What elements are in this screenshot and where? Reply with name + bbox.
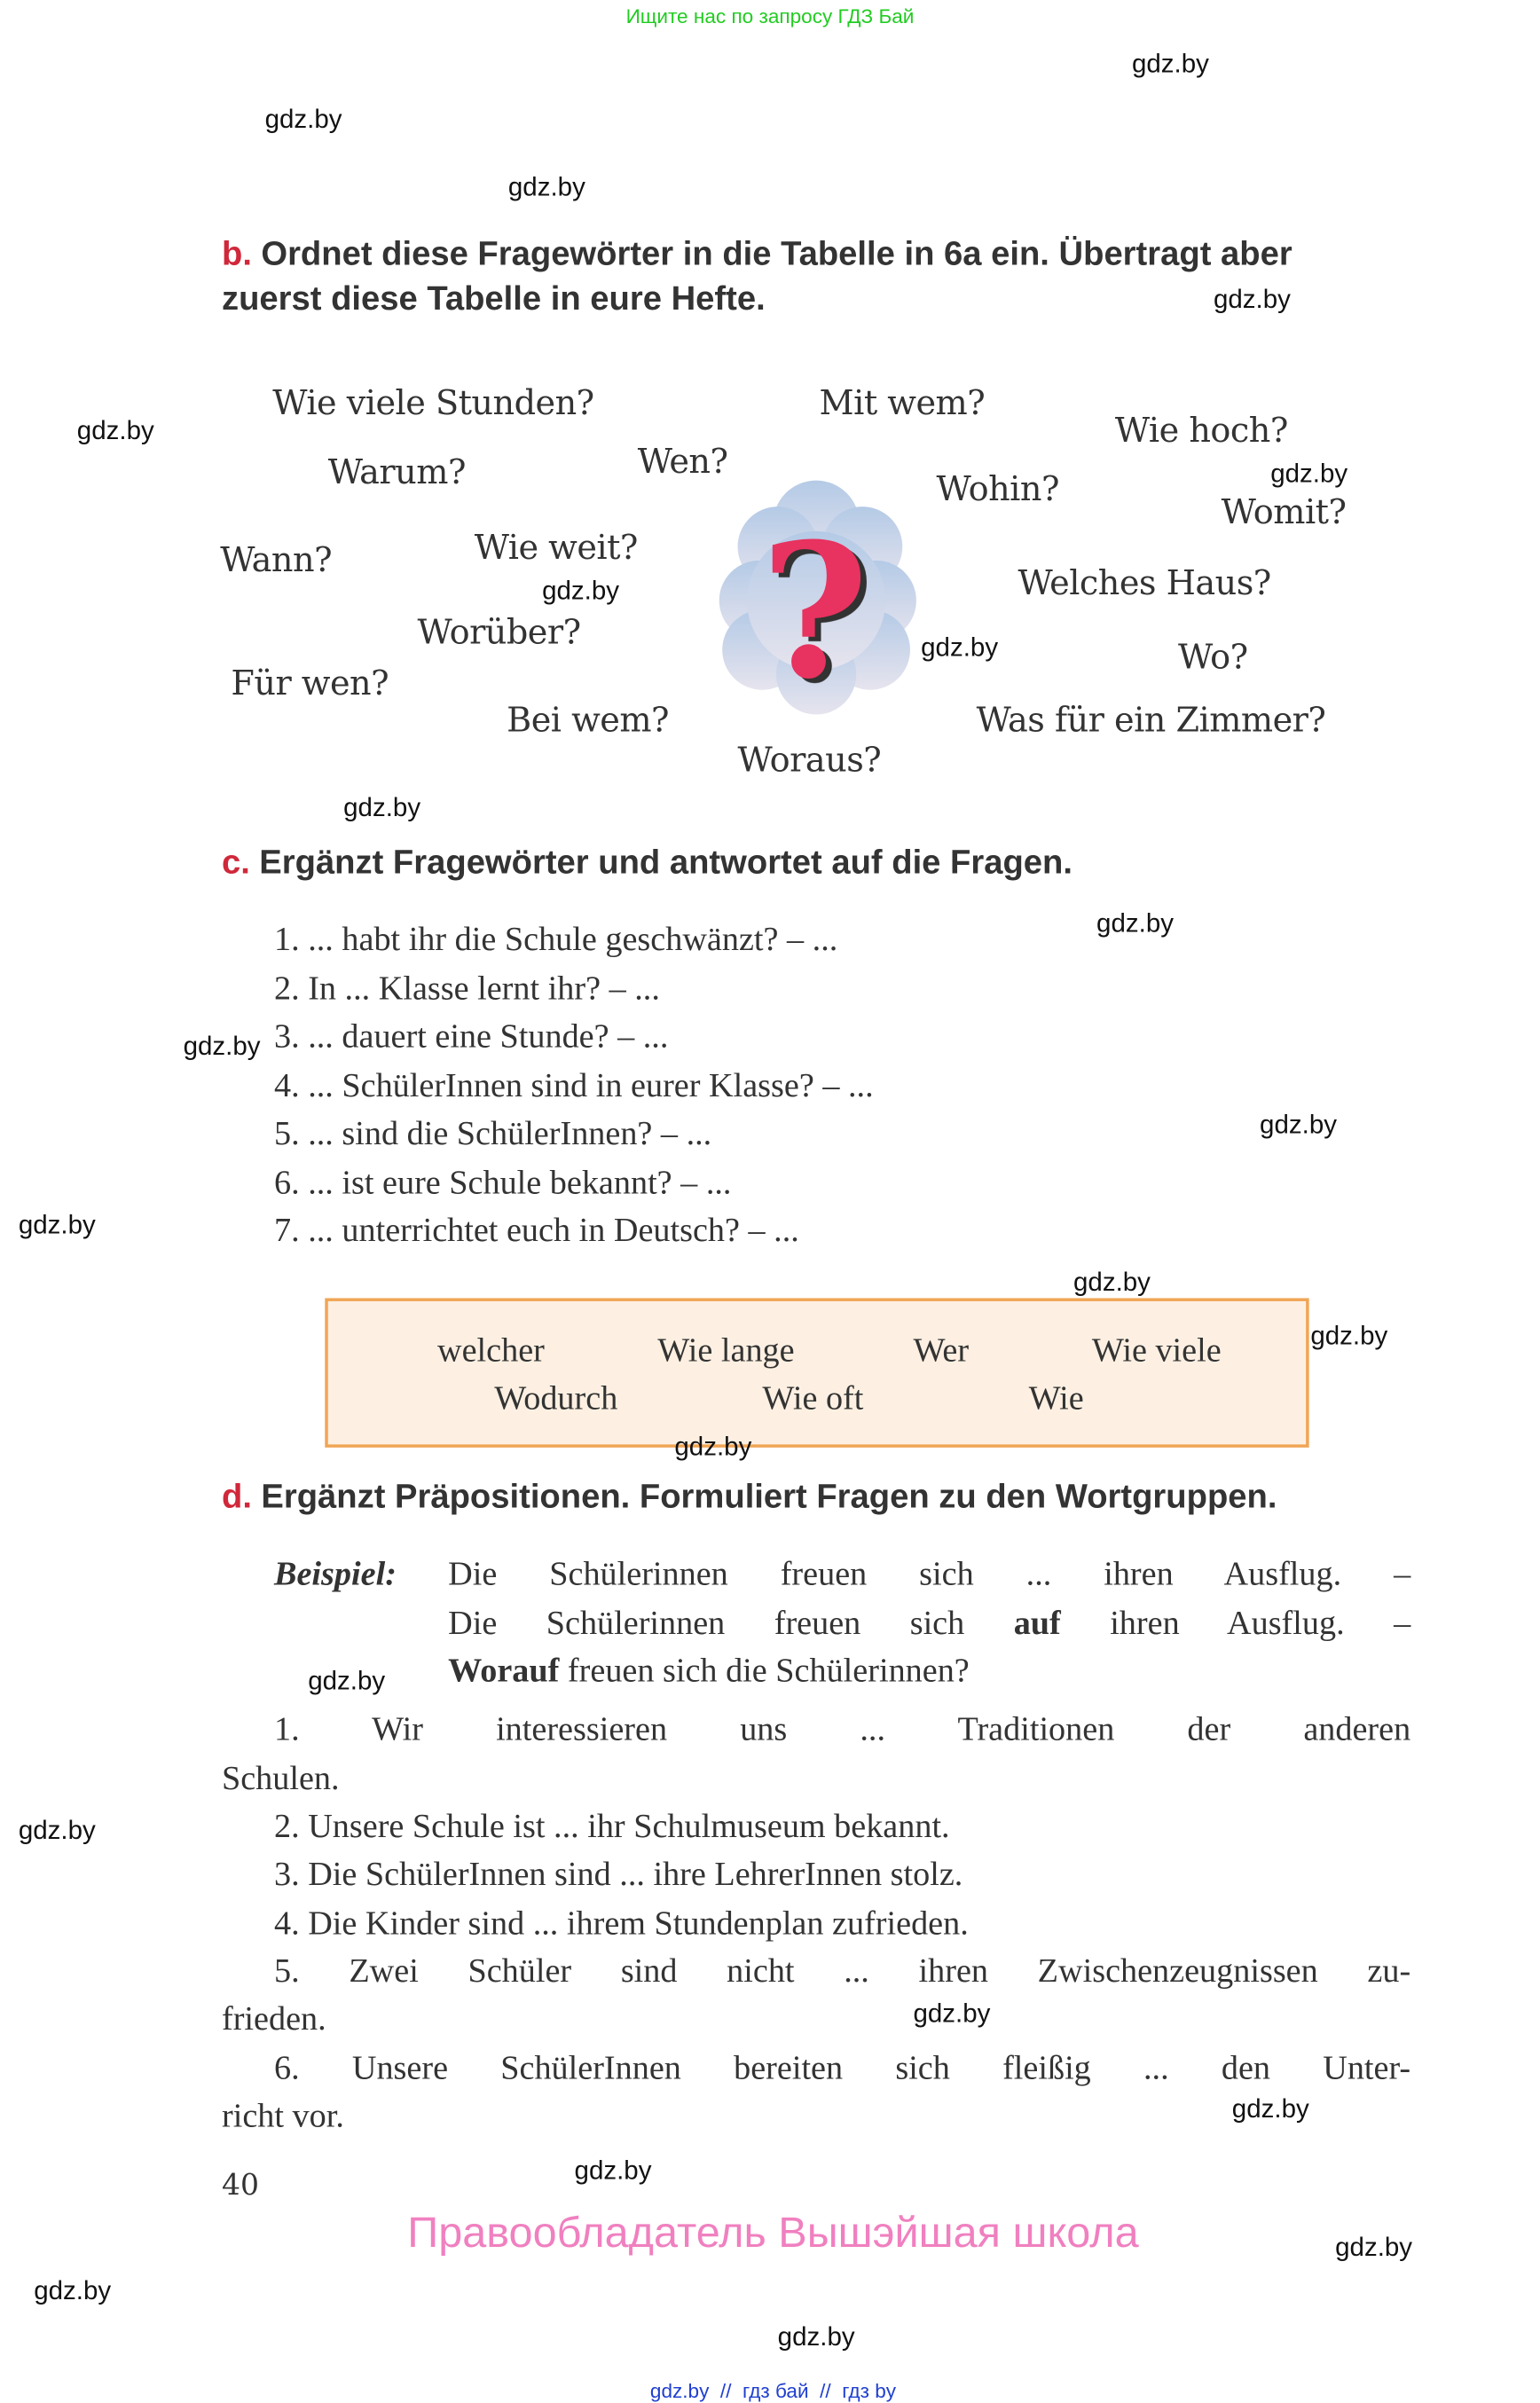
example-text: ihren Ausflug. – [1060,1603,1411,1642]
question-word: Worüber? [417,614,581,654]
watermark: gdz.by [18,1815,96,1845]
watermark: gdz.by [574,2156,652,2186]
box-word: Wie lange [657,1330,795,1370]
section-letter: c. [221,842,250,881]
question-word: Womit? [1221,494,1347,533]
exercise-line: 1. Wir interessieren uns ... Traditionen der anderen [274,1708,1411,1748]
question-word: Wen? [637,443,728,483]
example-line: Die Schülerinnen freuen sich ... ihren Ausflug. – [448,1553,1411,1593]
watermark: gdz.by [343,793,421,823]
box-word: Wie [1028,1378,1084,1417]
question-word: Wann? [220,542,333,581]
section-d-heading [222,1473,1277,1518]
svg-text:?: ? [760,503,869,717]
watermark: gdz.by [1335,2233,1413,2263]
box-word: Wie oft [762,1378,864,1417]
example-text: freuen sich die Schülerinnen? [559,1650,970,1690]
exercise-item: 5. ... sind die SchülerInnen? – ... [274,1113,712,1152]
question-word: Wie viele Stunden? [272,385,594,424]
exercise-item: 4. ... SchülerInnen sind in eurer Klasse? – ... [274,1065,874,1104]
exercise-line: 5. Zwei Schüler sind nicht ... ihren Zwischenzeugnissen zu- [274,1951,1411,1990]
example-label: Beispiel: [274,1553,397,1593]
box-word: Wer [913,1330,970,1370]
watermark: gdz.by [542,576,620,606]
watermark: gdz.by [674,1432,752,1462]
copyright-notice: Правообладатель Вышэйшая школа [407,2208,1139,2257]
question-word: Welches Haus? [1018,565,1271,604]
watermark: gdz.by [507,172,585,202]
section-b-heading [222,231,1292,275]
question-word: Wie hoch? [1114,412,1288,452]
question-cloud-illustration [716,477,916,716]
watermark: gdz.by [921,632,999,663]
watermark: gdz.by [1260,1110,1338,1140]
example-bold: Worauf [448,1650,560,1690]
question-word: Wohin? [936,471,1059,510]
watermark: gdz.by [1131,49,1209,79]
box-word: Wodurch [494,1378,618,1417]
exercise-line: 4. Die Kinder sind ... ihrem Stundenplan zufrieden. [274,1903,969,1943]
watermark: gdz.by [913,1999,991,2029]
watermark: gdz.by [34,2275,112,2305]
watermark: gdz.by [18,1210,96,1240]
watermark: gdz.by [1096,908,1174,938]
exercise-line: richt vor. [221,2095,344,2135]
example-bold: auf [1013,1603,1061,1642]
watermark: gdz.by [183,1032,261,1062]
page-number: 40 [221,2168,259,2203]
exercise-line: 3. Die SchülerInnen sind ... ihre LehrerInnen stolz. [274,1854,963,1893]
section-b-heading-line2: zuerst diese Tabelle in eure Hefte. [221,279,766,318]
box-word: welcher [437,1330,545,1370]
example-label-text: Beispiel [274,1553,386,1593]
watermark: gdz.by [264,105,342,135]
watermark: gdz.by [1270,459,1348,489]
question-word: Mit wem? [819,385,986,424]
watermark: gdz.by [308,1666,386,1696]
question-word: Bei wem? [507,702,669,742]
exercise-line: frieden. [221,1999,326,2038]
question-word: Woraus? [737,742,882,781]
example-line [448,1601,1410,1645]
box-word: Wie viele [1091,1330,1222,1370]
exercise-line: 6. Unsere SchülerInnen bereiten sich fleißig ... den Unter- [274,2047,1411,2087]
question-word: Für wen? [231,664,389,704]
watermark: gdz.by [1072,1267,1151,1297]
watermark: gdz.by [1231,2093,1309,2124]
exercise-item: 2. In ... Klasse lernt ihr? – ... [274,968,660,1008]
section-letter: d. [221,1476,252,1516]
question-word: Wo? [1178,639,1248,678]
question-word: Wie weit? [474,530,638,569]
watermark: gdz.by [1213,285,1291,315]
section-c-heading [222,839,1072,883]
question-word: Was für ein Zimmer? [976,702,1326,742]
question-word: Warum? [327,454,466,493]
exercise-item: 7. ... unterrichtet euch in Deutsch? – ... [274,1210,799,1249]
exercise-line: 2. Unsere Schule ist ... ihr Schulmuseum bekannt. [274,1806,950,1845]
exercise-line: Schulen. [221,1758,340,1797]
section-letter: b. [221,233,252,273]
heading-text: Ergänzt Präpositionen. Formuliert Fragen zu den Wortgruppen. [261,1476,1277,1516]
example-text: Die Schülerinnen freuen sich [448,1603,1014,1642]
exercise-item: 1. ... habt ihr die Schule geschwänzt? – ... [274,919,838,958]
watermark: gdz.by [76,415,154,445]
top-banner[interactable]: Ищите нас по запросу ГДЗ Бай [625,4,915,28]
watermark: gdz.by [1310,1321,1388,1351]
heading-text: Ordnet diese Fragewörter in die Tabelle in 6a ein. Übertragt aber [261,233,1292,273]
example-line [448,1649,970,1692]
exercise-item: 3. ... dauert eine Stunde? – ... [274,1016,669,1056]
watermark: gdz.by [777,2321,855,2352]
exercise-item: 6. ... ist eure Schule bekannt? – ... [274,1162,732,1202]
word-box [325,1298,1308,1447]
footer-links[interactable]: gdz.by // гдз бай // гдз by [649,2379,897,2403]
heading-text: Ergänzt Fragewörter und antwortet auf die Fragen. [259,842,1072,881]
